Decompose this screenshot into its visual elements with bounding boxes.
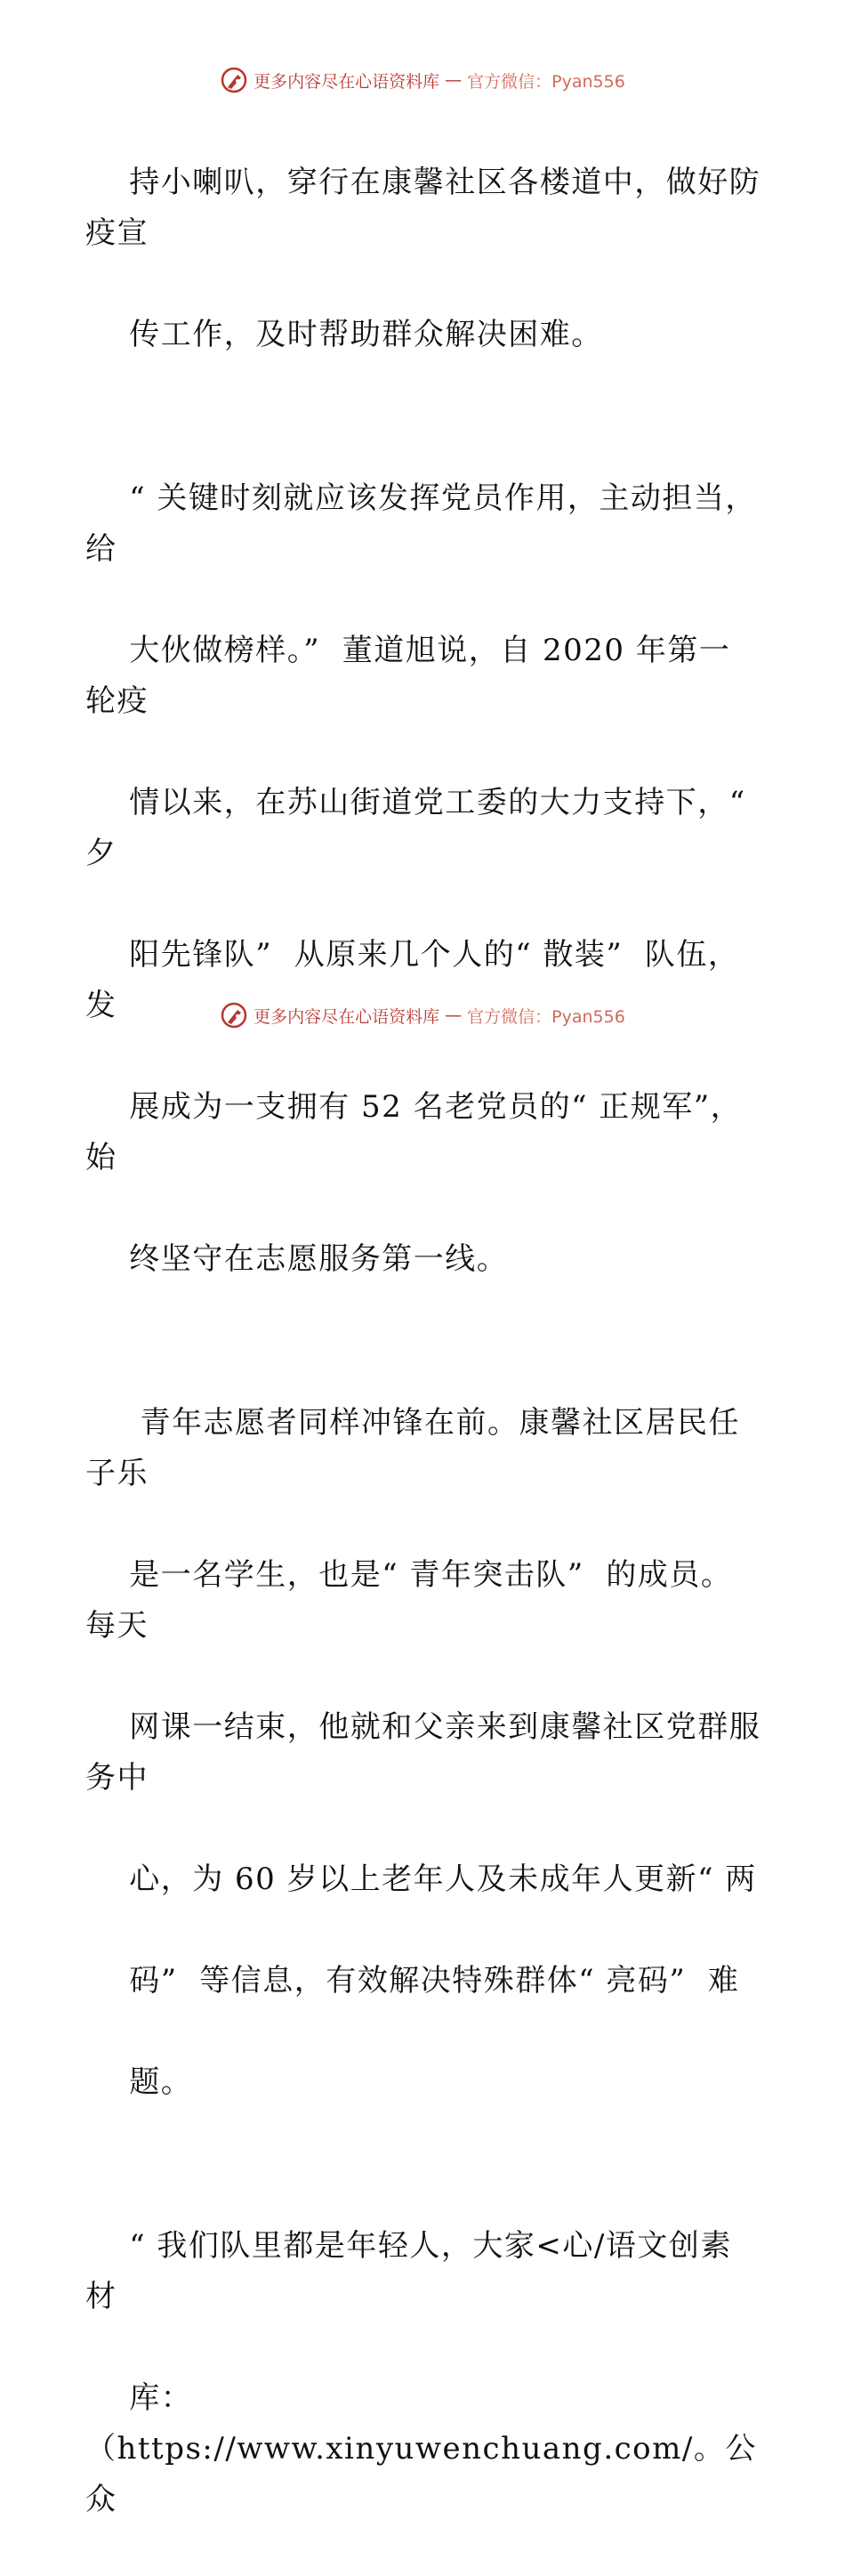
banner-separator: — xyxy=(445,1005,463,1025)
text-line: 库：（https://www.xinyuwenchuang.com/。公众 xyxy=(85,2380,757,2517)
pen-nib-logo-icon xyxy=(220,1001,248,1030)
banner-separator: — xyxy=(445,70,463,90)
document-body xyxy=(85,107,761,2576)
text-line: 终坚守在志愿服务第一线。 xyxy=(129,1241,509,1277)
text-line: 阳先锋队” 从原来几个人的“ 散装” 队伍，发 xyxy=(85,937,740,1023)
footer-watermark-banner xyxy=(0,997,845,1033)
header-watermark-banner xyxy=(0,62,845,98)
banner-text: 更多内容尽在心语资料库 xyxy=(254,71,440,92)
text-line: 大伙做榜样。” 董道旭说，自 2020 年第一轮疫 xyxy=(85,633,731,719)
text-line: 传工作，及时帮助群众解决困难。 xyxy=(129,317,603,352)
text-line: 情以来，在苏山街道党工委的大力支持下，“ 夕 xyxy=(85,785,757,871)
paragraph xyxy=(85,1347,761,2159)
text-line: 码” 等信息，有效解决特殊群体“ 亮码” 难 xyxy=(129,1963,740,1999)
text-line: “ 关键时刻就应该发挥党员作用，主动担当，给 xyxy=(85,480,757,567)
text-line: 网课一结束，他就和父亲来到康馨社区党群服务中 xyxy=(85,1709,761,1796)
paragraph xyxy=(85,423,761,1336)
text-line: 是一名学生，也是“ 青年突击队” 的成员。每天 xyxy=(85,1557,733,1643)
text-line: 持小喇叭，穿行在康馨社区各楼道中，做好防疫宣 xyxy=(85,165,761,251)
banner-wechat: 官方微信：Pyan556 xyxy=(467,71,625,92)
pen-nib-logo-icon xyxy=(220,66,248,94)
paragraph xyxy=(85,2170,761,2576)
paragraph xyxy=(85,107,761,411)
banner-wechat: 官方微信：Pyan556 xyxy=(467,1006,625,1027)
text-line: 题。 xyxy=(129,2064,193,2100)
banner-text: 更多内容尽在心语资料库 xyxy=(254,1006,440,1027)
text-line: 展成为一支拥有 52 名老党员的“ 正规军”，始 xyxy=(85,1089,743,1175)
text-line: 青年志愿者同样冲锋在前。康馨社区居民任子乐 xyxy=(85,1405,741,1491)
text-line: “ 我们队里都是年轻人，大家<心/语文创素材 xyxy=(85,2228,732,2314)
text-line: 心，为 60 岁以上老年人及未成年人更新“ 两 xyxy=(129,1861,757,1897)
